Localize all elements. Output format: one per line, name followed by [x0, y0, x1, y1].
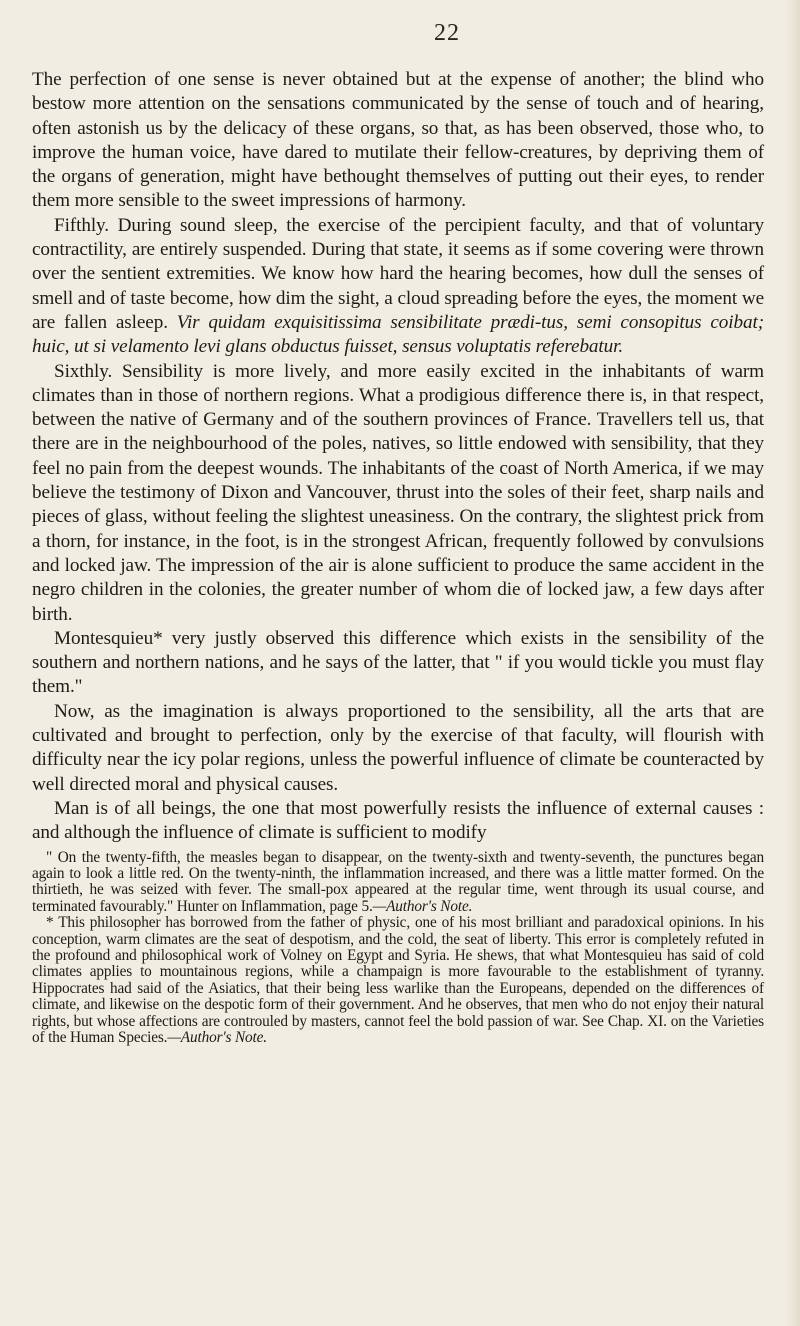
footnote: * This philosopher has borrowed from the father of physic, one of his most brilliant and paradoxical opinions. In his conception, warm climates are the seat of despotism, and the cold, the seat of liberty. This error is completely refuted in the profound and philosophical work of Volney on Egypt and Syria. He shews, that what Montesquieu has said of cold climates applies to mountainous regions, while a champaign is more favourable to the establishment of tyranny. Hippocrates had said of the Asiatics, that their being less warlike than the Europeans, depended on the differences of climate, and likewise on the despotic form of their government. And he observes, that men who do not enjoy their natural rights, but whose affections are controuled by masters, cannot feel the bold passion of war. See Chap. XI. on the Varieties of the Human Species.—Author's Note.	[32, 914, 764, 1046]
paragraph: Sixthly. Sensibility is more lively, and more easily excited in the inhabitants of warm climates than in those of northern regions. What a prodigious difference there is, in that respect, between the native of Germany and of the southern provinces of France. Travellers tell us, that there are in the neighbourhood of the poles, natives, so little endowed with sensibility, that they feel no pain from the deepest wounds. The inhabitants of the coast of North America, if we may believe the testimony of Dixon and Vancouver, thrust into the soles of their feet, sharp nails and pieces of glass, without feeling the slightest uneasiness. On the contrary, the slightest prick from a thorn, for instance, in the foot, is in the strongest African, frequently followed by convulsions and locked jaw. The impression of the air is alone sufficient to produce the same accident in the negro children in the colonies, the greater number of whom die of locked jaw, a few days after birth.	[32, 360, 764, 625]
page-edge-shadow	[786, 0, 800, 1326]
paragraph: Man is of all beings, the one that most powerfully resists the influence of external causes : and although the influence of climate is sufficient to modify	[32, 797, 764, 844]
body-text	[32, 68, 764, 846]
latin-passage: Vir quidam exquisitissima sensibilitate prædi-tus, semi consopitus coibat; huic, ut si velamento levi glans obductus fuisset, sensus voluptatis referebatur.	[32, 311, 764, 358]
footnotes	[32, 850, 764, 1047]
paragraph: The perfection of one sense is never obtained but at the expense of another; the blind who bestow more attention on the sensations communicated by the sense of touch and of hearing, often astonish us by the delicacy of these organs, so that, as has been observed, those who, to improve the human voice, have dared to mutilate their fellow-creatures, by depriving them of the organs of generation, might have bethought themselves of putting out their eyes, to render them more sensible to the sweet impressions of harmony.	[32, 69, 764, 212]
footnote: " On the twenty-fifth, the measles began to disappear, on the twenty-sixth and twenty-seventh, the punctures began again to look a little red. On the twenty-ninth, the inflammation increased, and there was a little matter formed. On the thirtieth, he was seized with fever. The small-pox appeared at the regular time, went through its usual course, and terminated favourably." Hunter on Inflammation, page 5.—Author's Note.	[32, 848, 764, 915]
paragraph: Now, as the imagination is always proportioned to the sensibility, all the arts that are cultivated and brought to perfection, only by the exercise of that faculty, will flourish with difficulty near the icy polar regions, unless the powerful influence of climate be counteracted by well directed moral and physical causes.	[32, 700, 764, 795]
page-number: 22	[434, 20, 460, 46]
paragraph: Fifthly. During sound sleep, the exercise of the percipient faculty, and that of voluntary contractility, are entirely suspended. During that state, it seems as if some covering were thrown over the sentient extremities. We know how hard the hearing becomes, how dull the senses of smell and of taste become, how dim the sight, a cloud spreading before the eyes, the moment we are fallen asleep. Vir quidam exquisitissima sensibilitate prædi-tus, semi consopitus coibat; huic, ut si velamento levi glans obductus fuisset, sensus voluptatis referebatur.	[32, 214, 764, 358]
paragraph: Montesquieu* very justly observed this difference which exists in the sensibility of the southern and northern nations, and he says of the latter, that " if you would tickle you must flay them."	[32, 627, 764, 698]
